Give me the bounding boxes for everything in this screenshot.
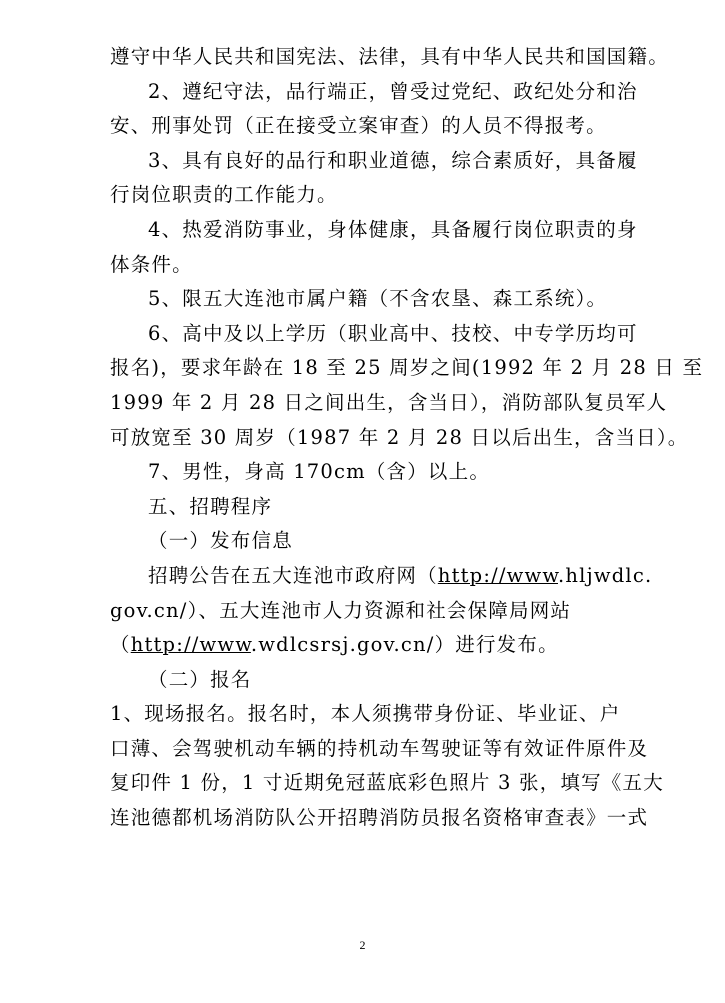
paragraph-line: 7、男性，身高 170cm（含）以上。 <box>148 460 491 484</box>
paragraph-line: 3、具有良好的品行和职业道德，综合素质好，具备履 <box>148 148 638 172</box>
government-site-link-rest: .hljwdlc. <box>558 563 653 587</box>
subsection-heading: （一）发布信息 <box>148 529 293 553</box>
paragraph-line: 可放宽至 30 周岁（1987 年 2 月 28 日以后出生，含当日）。 <box>110 425 689 449</box>
notice-open-paren: （ <box>110 633 131 657</box>
paragraph-line: 1、现场报名。报名时，本人须携带身份证、毕业证、户 <box>110 702 621 726</box>
government-site-link[interactable]: http://www <box>437 563 558 587</box>
notice-line-2: gov.cn/）、五大连池市人力资源和社会保障局网站 <box>110 598 572 622</box>
hr-bureau-site-link-rest: .wdlcsrsj.gov.cn/）进行发布。 <box>250 633 559 657</box>
notice-line-3 <box>110 628 620 663</box>
paragraph-line: 行岗位职责的工作能力。 <box>110 183 338 207</box>
subsection-heading: （二）报名 <box>148 667 252 691</box>
paragraph-line: 5、限五大连池市属户籍（不含农垦、森工系统）。 <box>148 287 608 311</box>
paragraph-line: 体条件。 <box>110 252 193 276</box>
paragraph-line: 口薄、会驾驶机动车辆的持机动车驾驶证等有效证件原件及 <box>110 736 649 760</box>
paragraph-line: 遵守中华人民共和国宪法、法律，具有中华人民共和国国籍。 <box>110 45 669 68</box>
paragraph-line: 2、遵纪守法，品行端正，曾受过党纪、政纪处分和治 <box>148 79 638 103</box>
paragraph-line: 1999 年 2 月 28 日之间出生，含当日），消防部队复员军人 <box>110 390 668 414</box>
paragraph-line: 安、刑事处罚（正在接受立案审查）的人员不得报考。 <box>110 114 607 138</box>
notice-line-1 <box>110 559 653 594</box>
hr-bureau-site-link[interactable]: http://www <box>130 633 251 657</box>
section-heading: 五、招聘程序 <box>148 494 273 518</box>
notice-prefix: 招聘公告在五大连池市政府网（ <box>148 563 438 587</box>
page-number: 2 <box>359 938 366 952</box>
paragraph-line: 报名)，要求年龄在 18 至 25 周岁之间(1992 年 2 月 28 日 至 <box>110 356 704 380</box>
paragraph-line: 4、热爱消防事业，身体健康，具备履行岗位职责的身 <box>148 217 638 241</box>
document-body <box>110 40 704 836</box>
paragraph-line: 复印件 1 份，1 寸近期免冠蓝底彩色照片 3 张，填写《五大 <box>110 771 664 795</box>
paragraph-line: 连池德都机场消防队公开招聘消防员报名资格审查表》一式 <box>110 806 649 830</box>
paragraph-line: 6、高中及以上学历（职业高中、技校、中专学历均可 <box>148 321 638 345</box>
